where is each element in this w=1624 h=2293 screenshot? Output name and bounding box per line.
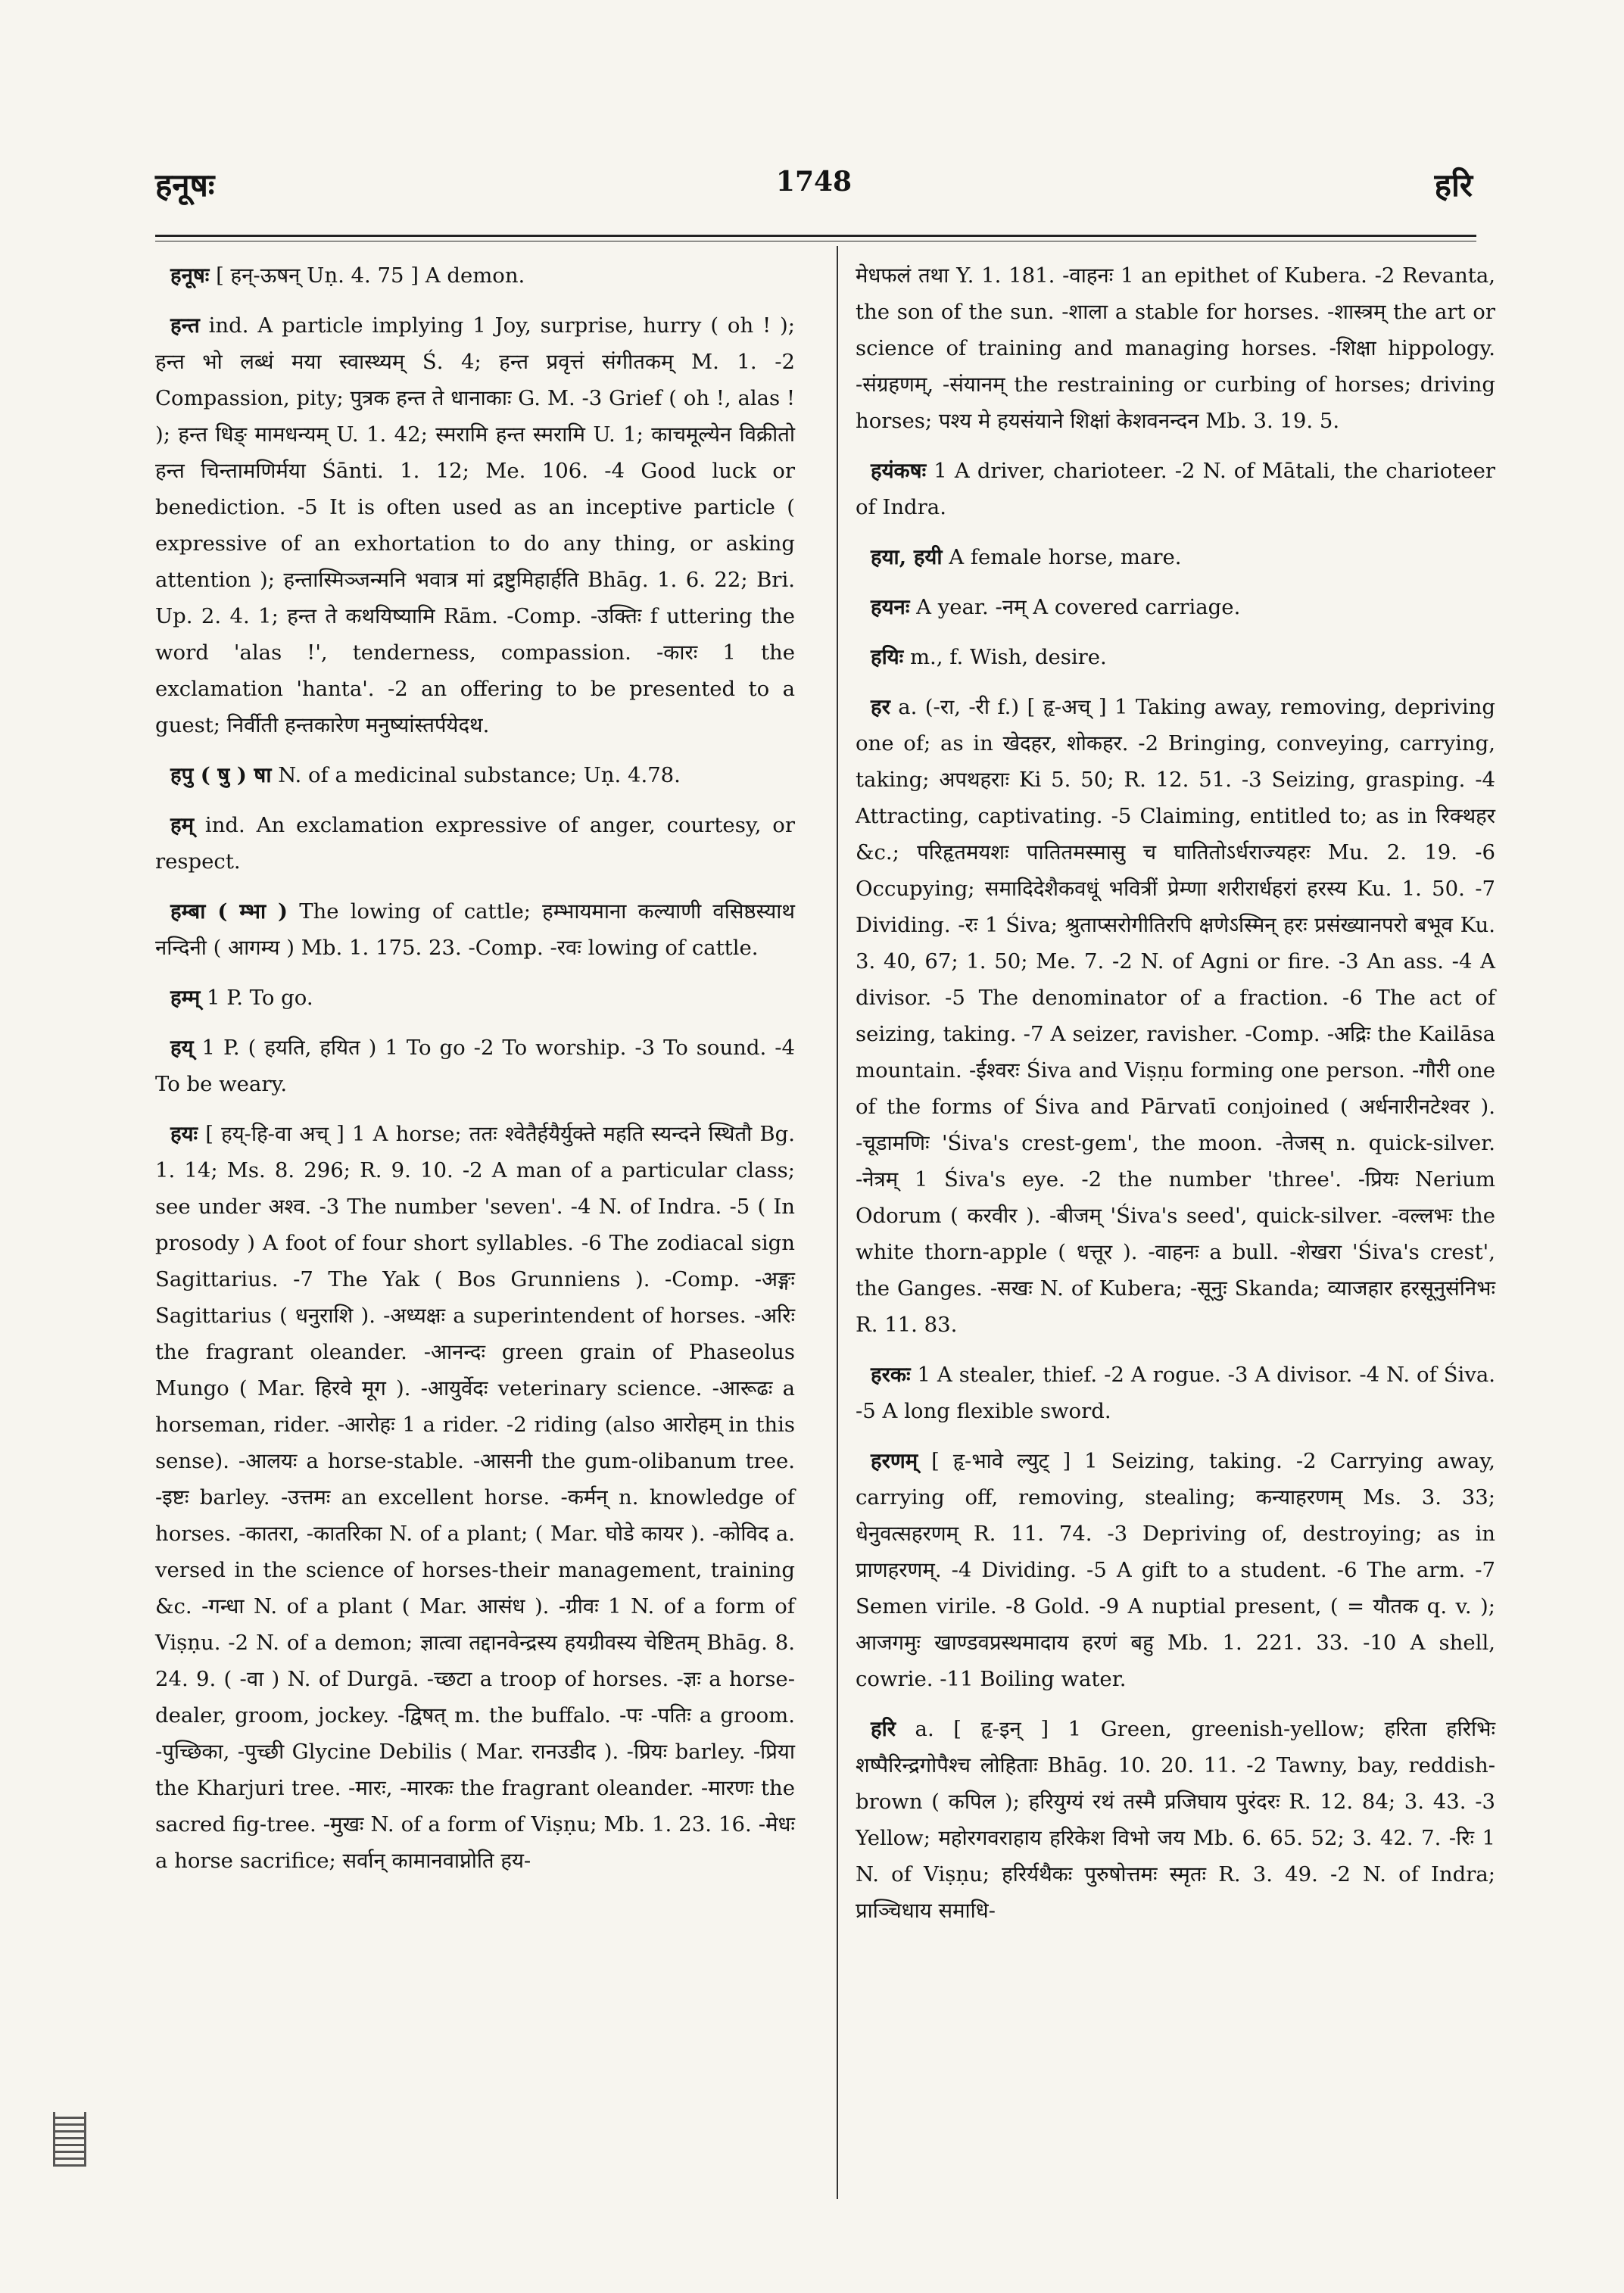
dictionary-entry xyxy=(155,980,795,1016)
dictionary-entry xyxy=(856,1357,1495,1429)
entry-headword: हरि xyxy=(871,1717,896,1741)
entry-text: 1 A stealer, thief. -2 A rogue. -3 A divisor. -4 N. of Śiva. -5 A long flexible sword. xyxy=(856,1363,1495,1423)
entry-headword: हपु ( षु ) षा xyxy=(170,763,272,787)
entry-text: ind. An exclamation expressive of anger, courtesy, or respect. xyxy=(155,813,795,874)
entry-headword: हर xyxy=(871,695,890,719)
dictionary-entry xyxy=(856,1711,1495,1929)
entry-text: [ हय्-हि-वा अच् ] 1 A horse; ततः श्वेतैर्हयैर्युक्ते महति स्यन्दने स्थितौ Bg. 1. 14; Ms. 8. 296; R. 9. 10. -2 A man of a particular class; see under अश्व. -3 The number 'seven'. -4 N. of Indra. -5 ( In prosody ) A foot of four short syllables. -6 The zodiacal sign Sagittarius. -7 The Yak ( Bos Grunniens ). -Comp. -अङ्गः Sagittarius ( धनुराशि ). -अध्यक्षः a superintendent of horses. -अरिः the fragrant oleander. -आनन्दः green grain of Phaseolus Mungo ( Mar. हिरवे मूग ). -आयुर्वेदः veterinary science. -आरूढः a horseman, rider. -आरोहः 1 a rider. -2 riding (also आरोहम् in this sense). -आलयः a horse-stable. -आसनी the gum-olibanum tree. -इष्टः barley. -उत्तमः an excellent horse. -कर्मन् n. knowledge of horses. -कातरा, -कातरिका N. of a plant; ( Mar. घोडे कायर ). -कोविद a. versed in the science of horses-their management, training &c. -गन्धा N. of a plant ( Mar. आसंध ). -ग्रीवः 1 N. of a form of Viṣṇu. -2 N. of a demon; ज्ञात्वा तद्दानवेन्द्रस्य हयग्रीवस्य चेष्टितम् Bhāg. 8. 24. 9. ( -वा ) N. of Durgā. -च्छटा a troop of horses. -ज्ञः a horse-dealer, groom, jockey. -द्विषत् m. the buffalo. -पः -पतिः a groom. -पुच्छिका, -पुच्छी Glycine Debilis ( Mar. रानउडीद ). -प्रियः barley. -प्रिया the Kharjuri tree. -मारः, -मारकः the fragrant oleander. -मारणः the sacred fig-tree. -मुखः N. of a form of Viṣṇu; Mb. 1. 23. 16. -मेधः a horse sacrifice; सर्वान् कामानवाप्नोति हय- xyxy=(155,1122,795,1873)
entry-headword: हय् xyxy=(170,1036,194,1060)
entry-text: a. [ हृ-इन् ] 1 Green, greenish-yellow; हरिता हरिभिः शष्पैरिन्द्रगोपैश्च लोहिताः Bhāg. 10. 20. 11. -2 Tawny, bay, reddish-brown ( कपिल ); हरियुग्यं रथं तस्मै प्रजिघाय पुरंदरः R. 12. 84; 3. 43. -3 Yellow; महोरगवराहाय हरिकेश विभो जय Mb. 6. 65. 52; 3. 42. 7. -रिः 1 N. of Viṣṇu; हरिर्यथैकः पुरुषोत्तमः स्मृतः R. 3. 49. -2 N. of Indra; प्राञ्चिधाय समाधि- xyxy=(856,1717,1495,1923)
entry-text: The lowing of cattle; हम्भायमाना कल्याणी वसिष्ठस्याथ नन्दिनी ( आगम्य ) Mb. 1. 175. 23. -Comp. -रवः lowing of cattle. xyxy=(155,899,795,960)
entry-text: a. (-रा, -री f.) [ हृ-अच् ] 1 Taking away, removing, depriving one of; as in खेदहर, शोकहर. -2 Bringing, conveying, carrying, taking; अपथहराः Ki 5. 50; R. 12. 51. -3 Seizing, grasping. -4 Attracting, captivating. -5 Claiming, entitled to; as in रिक्थहर &c.; परिहृतमयशः पातितमस्मासु च घातितोऽर्धराज्यहरः Mu. 2. 19. -6 Occupying; समादिदेशैकवधूं भवित्रीं प्रेम्णा शरीरार्धहरां हरस्य Ku. 1. 50. -7 Dividing. -रः 1 Śiva; श्रुताप्सरोगीतिरपि क्षणेऽस्मिन् हरः प्रसंख्यानपरो बभूव Ku. 3. 40, 67; 1. 50; Me. 7. -2 N. of Agni or fire. -3 An ass. -4 A divisor. -5 The denominator of a fraction. -6 The act of seizing, taking. -7 A seizer, ravisher. -Comp. -अद्रिः the Kailāsa mountain. -ईश्वरः Śiva and Viṣṇu forming one person. -गौरी one of the forms of Śiva and Pārvatī conjoined ( अर्धनारीनटेश्वर ). -चूडामणिः 'Śiva's crest-gem', the moon. -तेजस् n. quick-silver. -नेत्रम् 1 Śiva's eye. -2 the number 'three'. -प्रियः Nerium Odorum ( करवीर ). -बीजम् 'Śiva's seed', quick-silver. -वल्लभः the white thorn-apple ( धत्तूर ). -वाहनः a bull. -शेखरा 'Śiva's crest', the Ganges. -सखः N. of Kubera; -सूनुः Skanda; व्याजहार हरसूनुसंनिभः R. 11. 83. xyxy=(856,695,1495,1337)
entry-headword: हन्त xyxy=(170,313,200,338)
dictionary-entry xyxy=(155,307,795,743)
dictionary-entry xyxy=(856,539,1495,575)
scan-margin-mark xyxy=(53,2112,86,2167)
entry-text: 1 P. To go. xyxy=(200,986,313,1010)
entry-headword: हनूषः xyxy=(170,263,210,288)
dictionary-entry xyxy=(155,1116,795,1879)
dictionary-entry xyxy=(155,257,795,294)
entry-headword: हयः xyxy=(170,1122,198,1146)
entry-headword: हयनः xyxy=(871,595,910,619)
entry-headword: हरकः xyxy=(871,1363,911,1387)
right-column xyxy=(856,257,1495,1943)
dictionary-entry xyxy=(856,1443,1495,1697)
dictionary-entry xyxy=(856,453,1495,525)
left-guide-word: हनूषः xyxy=(155,167,215,204)
entry-text: A female horse, mare. xyxy=(942,545,1182,569)
page-header xyxy=(155,155,1473,208)
header-rule xyxy=(155,235,1476,237)
dictionary-entry xyxy=(155,757,795,793)
right-guide-word: हरि xyxy=(1434,167,1473,204)
entry-headword: हयंकषः xyxy=(871,459,927,483)
entry-headword: हया, हयी xyxy=(871,545,943,569)
dictionary-entry xyxy=(856,639,1495,675)
dictionary-entry xyxy=(856,589,1495,625)
entry-text: m., f. Wish, desire. xyxy=(903,645,1107,669)
entry-text: 1 P. ( हयति, हयित ) 1 To go -2 To worship. -3 To sound. -4 To be weary. xyxy=(155,1036,795,1096)
dictionary-entry xyxy=(856,689,1495,1343)
entry-headword: हयिः xyxy=(871,645,904,669)
entry-headword: हरणम् xyxy=(871,1449,918,1473)
page-number: 1748 xyxy=(775,166,853,198)
entry-text: N. of a medicinal substance; Uṇ. 4.78. xyxy=(271,763,681,787)
entry-headword: हम्म् xyxy=(170,986,201,1010)
dictionary-entry xyxy=(155,807,795,880)
entry-text: [ हृ-भावे ल्युट् ] 1 Seizing, taking. -2 Carrying away, carrying off, removing, stealing; कन्याहरणम् Ms. 3. 33; धेनुवत्सहरणम् R. 11. 74. -3 Depriving of, destroying; as in प्राणहरणम्. -4 Dividing. -5 A gift to a student. -6 The arm. -7 Semen virile. -8 Gold. -9 A nuptial present, ( = यौतक q. v. ); आजगमुः खाण्डवप्रस्थमादाय हरणं बहु Mb. 1. 221. 33. -10 A shell, cowrie. -11 Boiling water. xyxy=(856,1449,1495,1691)
entry-text: ind. A particle implying 1 Joy, surprise, hurry ( oh ! ); हन्त भो लब्धं मया स्वास्थ्यम् Ś. 4; हन्त प्रवृत्तं संगीतकम् M. 1. -2 Compassion, pity; पुत्रक हन्त ते धानाकाः G. M. -3 Grief ( oh !, alas ! ); हन्त धिङ् मामधन्यम् U. 1. 42; स्मरामि हन्त स्मरामि U. 1; काचमूल्येन विक्रीतो हन्त चिन्तामणिर्मया Śānti. 1. 12; Me. 106. -4 Good luck or benediction. -5 It is often used as an inceptive particle ( expressive of an exhortation to do any thing, or asking attention ); हन्तास्मिञ्जन्मनि भवात्र मां द्रष्टुमिहार्हति Bhāg. 1. 6. 22; Bri. Up. 2. 4. 1; हन्त ते कथयिष्यामि Rām. -Comp. -उक्तिः f uttering the word 'alas !', tenderness, compassion. -कारः 1 the exclamation 'hanta'. -2 an offering to be presented to a guest; निर्वीती हन्तकारेण मनुष्यांस्तर्पयेदथ. xyxy=(155,313,795,737)
dictionary-entry xyxy=(155,1030,795,1102)
entry-text: A year. -नम् A covered carriage. xyxy=(909,595,1241,619)
left-column xyxy=(155,257,795,1893)
entry-headword: हम् xyxy=(170,813,195,837)
entry-text: [ हन्-ऊषन् Uṇ. 4. 75 ] A demon. xyxy=(209,263,525,288)
entry-headword: हम्बा ( म्भा ) xyxy=(170,899,288,924)
dictionary-entry xyxy=(155,893,795,966)
entry-text: 1 A driver, charioteer. -2 N. of Mātali, the charioteer of Indra. xyxy=(856,459,1495,519)
entry-text: मेधफलं तथा Y. 1. 181. -वाहनः 1 an epithet of Kubera. -2 Revanta, the son of the sun. -शाला a stable for horses. -शास्त्रम् the art or science of training and managing horses. -शिक्षा hippology. -संग्रहणम्, -संयानम् the restraining or curbing of horses; driving horses; पश्य मे हयसंयाने शिक्षां केशवनन्दन Mb. 3. 19. 5. xyxy=(856,263,1495,433)
column-divider xyxy=(837,246,838,2199)
dictionary-entry-continuation xyxy=(856,257,1495,439)
